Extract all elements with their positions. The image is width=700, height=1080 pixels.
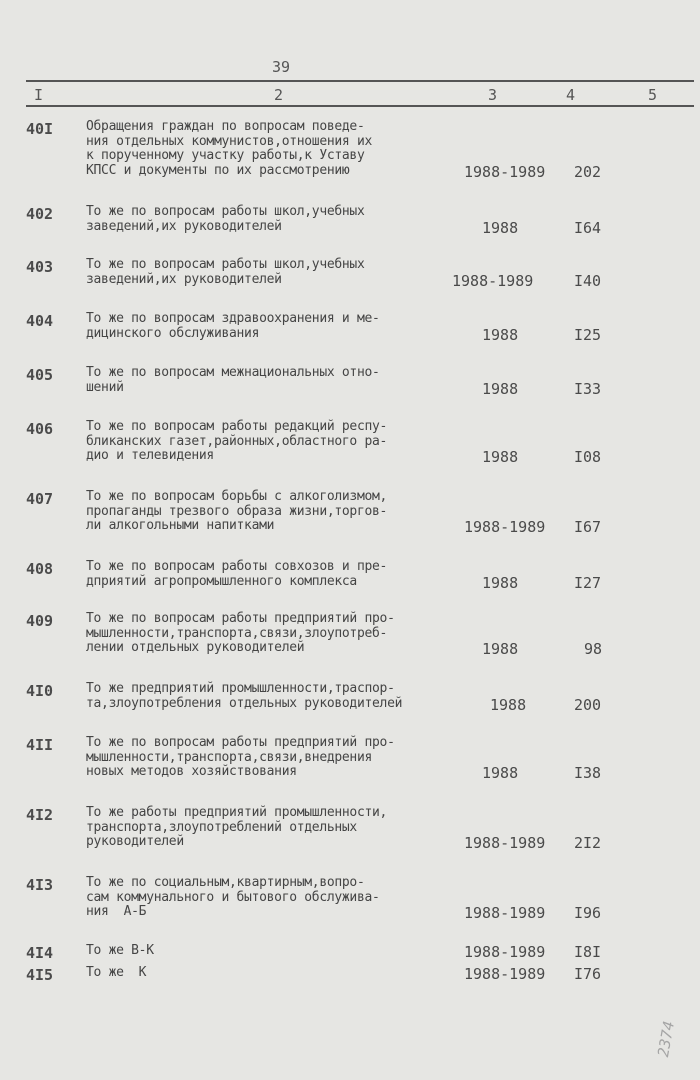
column-header-3: 3: [488, 86, 498, 104]
record-sheet-count: 200: [574, 695, 602, 714]
description-line: То же по вопросам работы предприятий про-: [86, 735, 395, 750]
record-sheet-count: I64: [574, 218, 602, 237]
description-line: ния А-Б: [86, 904, 147, 919]
description-line: То же по социальным,квартирным,вопро-: [86, 875, 365, 890]
description-line: дприятий агропромышленного комплекса: [86, 573, 357, 589]
record-number: 4II: [26, 736, 54, 754]
record-sheet-count: I96: [574, 904, 602, 922]
record-years: 1988: [482, 573, 519, 592]
description-line: лении отдельных руководителей: [86, 640, 305, 655]
top-rule: [26, 80, 694, 82]
description-line: бликанских газет,районных,областного ра-: [86, 433, 388, 449]
description-line: заведений,их руководителей: [86, 271, 282, 287]
record-sheet-count: I40: [574, 271, 602, 290]
record-number: 408: [26, 560, 54, 578]
column-header-2: 2: [274, 86, 284, 104]
record-years: 1988-1989: [464, 943, 546, 961]
column-header-1: I: [34, 86, 44, 104]
record-years: 1988: [482, 640, 519, 658]
record-years: 1988-1989: [464, 518, 546, 536]
description-line: заведений,их руководителей: [86, 218, 282, 234]
record-years: 1988-1989: [464, 965, 546, 983]
description-line: транспорта,злоупотреблений отдельных: [86, 819, 357, 835]
column-header-5: 5: [648, 86, 658, 104]
description-line: руководителей: [86, 834, 184, 849]
record-years: 1988-1989: [452, 271, 534, 290]
record-description: [86, 736, 486, 780]
description-line: ния отдельных коммунистов,отношения их: [86, 133, 373, 149]
record-number: 402: [26, 205, 54, 223]
description-line: к порученному участку работы,к Уставу: [86, 148, 365, 163]
record-description: [86, 560, 486, 589]
description-line: То же предприятий промышленности,траспор-: [86, 681, 395, 696]
description-line: То же по вопросам борьбы с алкоголизмом,: [86, 489, 388, 504]
record-number: 40I: [26, 120, 54, 138]
record-sheet-count: I33: [574, 379, 602, 398]
record-description: [86, 876, 486, 920]
record-sheet-count: 202: [574, 162, 602, 181]
header-rule: [26, 105, 694, 107]
description-line: То же по вопросам работы предприятий про-: [86, 611, 395, 626]
description-line: То же К: [86, 965, 147, 980]
record-years: 1988: [482, 379, 519, 398]
record-number: 406: [26, 420, 54, 438]
description-line: То же по вопросам работы школ,учебных: [86, 257, 365, 272]
record-number: 4I0: [26, 682, 54, 700]
record-years: 1988-1989: [464, 904, 546, 922]
record-sheet-count: I27: [574, 573, 602, 592]
record-number: 409: [26, 612, 54, 630]
description-line: КПСС и документы по их рассмотрению: [86, 162, 350, 178]
description-line: Обращения граждан по вопросам поведе-: [86, 119, 365, 134]
record-years: 1988: [490, 695, 527, 714]
record-description: [86, 944, 486, 959]
description-line: шений: [86, 379, 124, 395]
record-description: [86, 258, 486, 287]
description-line: мышленности,транспорта,связи,внедрения: [86, 749, 373, 765]
record-sheet-count: I76: [574, 965, 602, 983]
record-sheet-count: I38: [574, 764, 602, 782]
description-line: мышленности,транспорта,связи,злоупотреб-: [86, 625, 388, 641]
record-number: 4I5: [26, 966, 54, 984]
description-line: То же по вопросам работы редакций респу-: [86, 419, 388, 434]
record-description: [86, 420, 486, 464]
record-years: 1988: [482, 764, 519, 782]
record-description: [86, 612, 486, 656]
description-line: То же по вопросам межнациональных отно-: [86, 365, 380, 380]
page-number: 39: [272, 58, 291, 76]
record-sheet-count: I08: [574, 448, 602, 466]
description-line: То же по вопросам здравоохранения и ме-: [86, 311, 380, 326]
description-line: То же работы предприятий промышленности,: [86, 805, 388, 820]
record-sheet-count: I8I: [574, 943, 602, 961]
column-header-4: 4: [566, 86, 576, 104]
description-line: сам коммунального и бытового обслужива-: [86, 889, 380, 905]
record-number: 4I3: [26, 876, 54, 894]
record-number: 403: [26, 258, 54, 276]
record-years: 1988-1989: [464, 162, 546, 181]
description-line: То же В-К: [86, 943, 154, 958]
description-line: ли алкогольными напитками: [86, 518, 275, 533]
record-description: [86, 205, 486, 234]
description-line: То же по вопросам работы школ,учебных: [86, 204, 365, 219]
record-years: 1988-1989: [464, 834, 546, 852]
description-line: дицинского обслуживания: [86, 325, 260, 341]
record-sheet-count: I25: [574, 325, 602, 344]
record-description: [86, 312, 486, 341]
record-description: [86, 966, 486, 981]
record-number: 407: [26, 490, 54, 508]
record-years: 1988: [482, 448, 519, 466]
description-line: пропаганды трезвого образа жизни,торгов-: [86, 503, 388, 519]
record-sheet-count: I67: [574, 518, 602, 536]
record-number: 4I2: [26, 806, 54, 824]
description-line: То же по вопросам работы совхозов и пре-: [86, 559, 388, 574]
description-line: новых методов хозяйствования: [86, 764, 297, 779]
record-description: [86, 490, 486, 534]
record-sheet-count: 98: [584, 640, 603, 658]
record-description: [86, 120, 486, 178]
description-line: та,злоупотребления отдельных руководителей: [86, 695, 403, 711]
record-number: 4I4: [26, 944, 54, 962]
record-years: 1988: [482, 218, 519, 237]
record-description: [86, 682, 486, 711]
record-number: 405: [26, 366, 54, 384]
record-number: 404: [26, 312, 54, 330]
archive-stamp: 2374: [654, 1019, 679, 1059]
description-line: дио и телевидения: [86, 448, 214, 463]
record-description: [86, 366, 486, 395]
record-years: 1988: [482, 325, 519, 344]
record-description: [86, 806, 486, 850]
record-sheet-count: 2I2: [574, 834, 602, 852]
